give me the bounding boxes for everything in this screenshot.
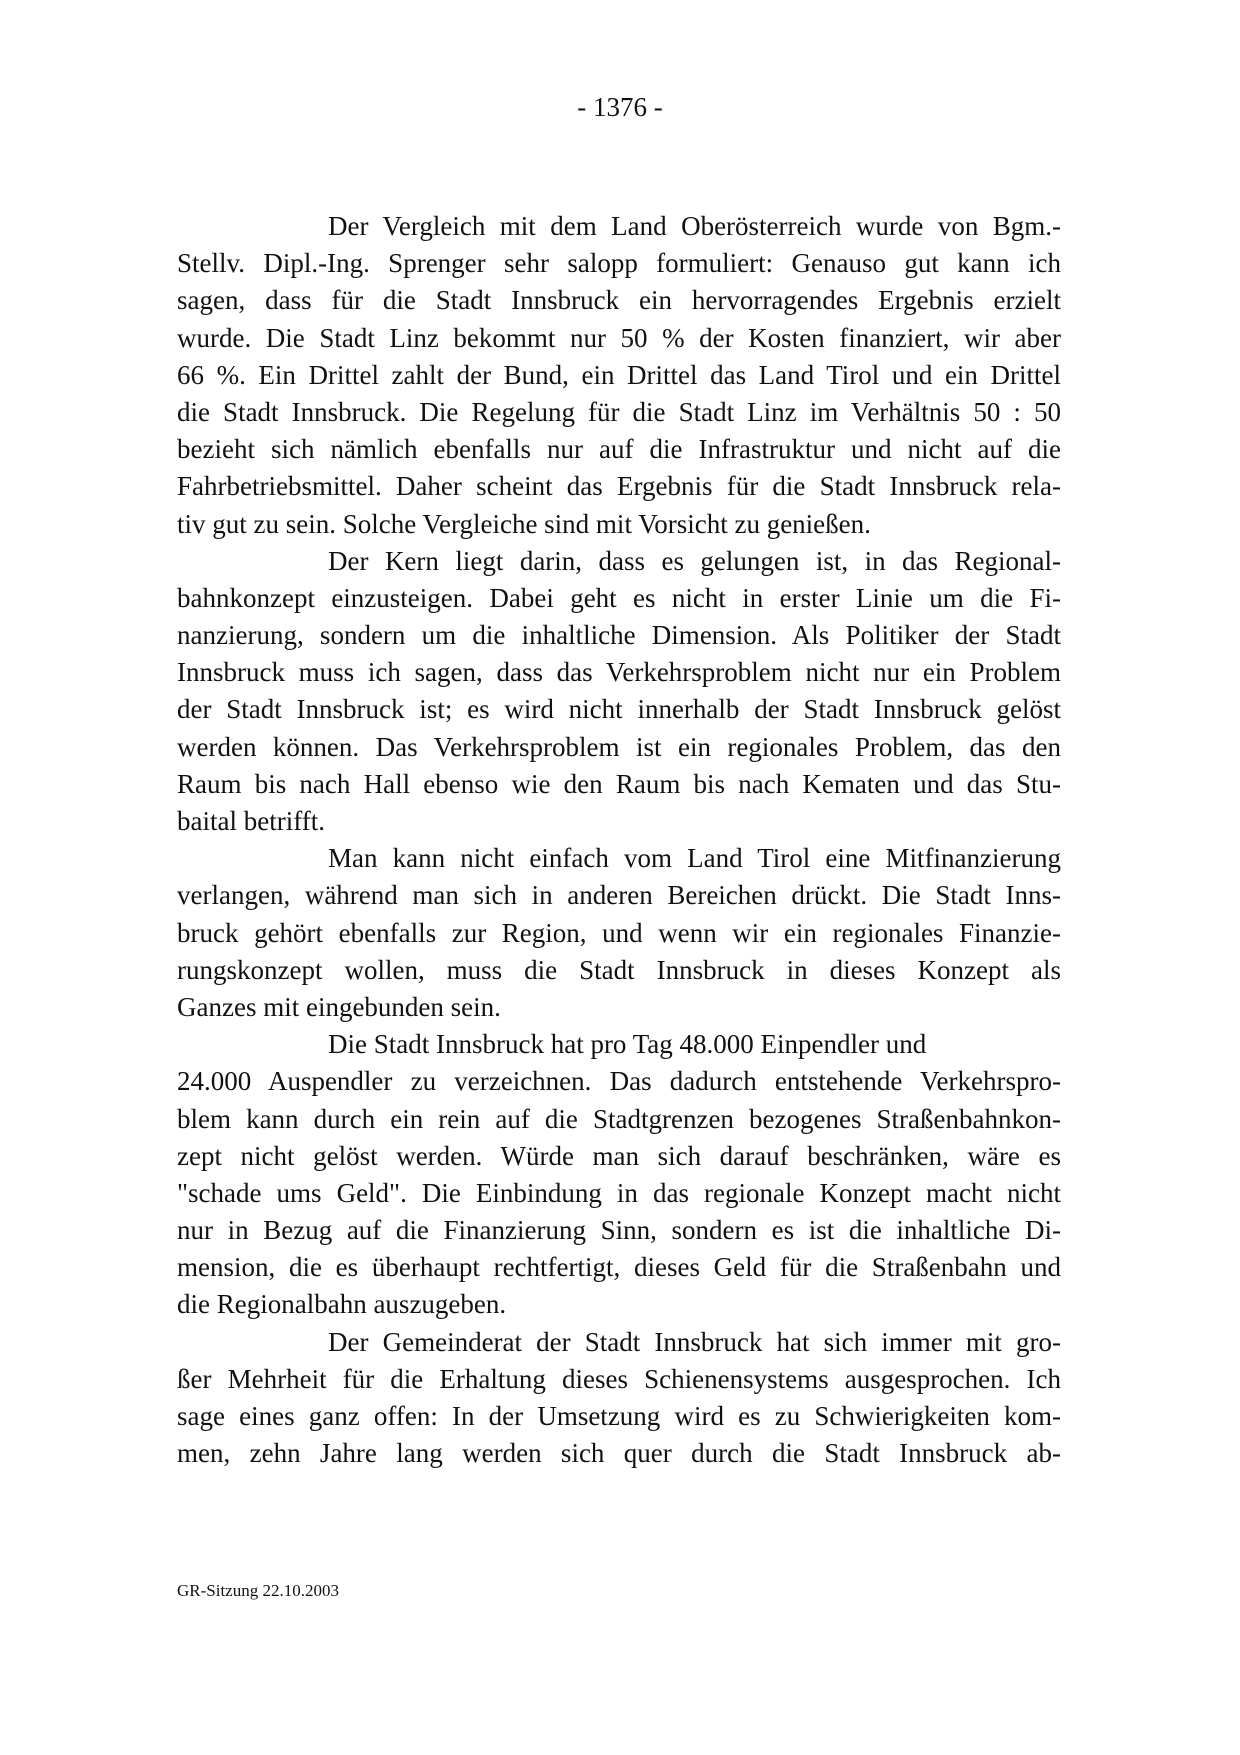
paragraph-3	[177, 840, 1061, 1026]
body-text	[177, 208, 1061, 1472]
text-line: nanzierung, sondern um die inhaltliche Dimension. Als Politiker der Stadt	[177, 620, 1061, 651]
text-line: der Stadt Innsbruck ist; es wird nicht innerhalb der Stadt Innsbruck gelöst	[177, 694, 1061, 725]
text-line: 66 %. Ein Drittel zahlt der Bund, ein Drittel das Land Tirol und ein Drittel	[177, 359, 1061, 390]
text-line: wurde. Die Stadt Linz bekommt nur 50 % der Kosten finanziert, wir aber	[177, 322, 1061, 353]
page-number: - 1376 -	[577, 92, 663, 122]
text-line: blem kann durch ein rein auf die Stadtgrenzen bezogenes Straßenbahnkon-	[177, 1103, 1061, 1134]
text-line: zept nicht gelöst werden. Würde man sich darauf beschränken, wäre es	[177, 1140, 1061, 1171]
text-line: bezieht sich nämlich ebenfalls nur auf die Infrastruktur und nicht auf die	[177, 434, 1061, 465]
text-line: Fahrbetriebsmittel. Daher scheint das Ergebnis für die Stadt Innsbruck rela-	[177, 471, 1061, 502]
text-line: die Stadt Innsbruck. Die Regelung für die Stadt Linz im Verhältnis 50 : 50	[177, 396, 1061, 427]
text-line: baital betrifft.	[177, 806, 325, 836]
text-line: sage eines ganz offen: In der Umsetzung wird es zu Schwierigkeiten kom-	[177, 1401, 1061, 1431]
text-line: verlangen, während man sich in anderen Bereichen drückt. Die Stadt Inns-	[177, 880, 1061, 911]
paragraph-2	[177, 543, 1061, 841]
text-line: Ganzes mit eingebunden sein.	[177, 991, 501, 1022]
paragraph-5	[177, 1324, 1061, 1473]
text-line: men, zehn Jahre lang werden sich quer durch die Stadt Innsbruck ab-	[177, 1438, 1061, 1469]
text-line: Die Stadt Innsbruck hat pro Tag 48.000 Einpendler und	[328, 1029, 927, 1060]
text-line: tiv gut zu sein. Solche Vergleiche sind mit Vorsicht zu genießen.	[177, 508, 871, 539]
text-line: "schade ums Geld". Die Einbindung in das regionale Konzept macht nicht	[177, 1177, 1061, 1208]
text-line: die Regionalbahn auszugeben.	[177, 1289, 507, 1320]
text-line: Raum bis nach Hall ebenso wie den Raum bis nach Kematen und das Stu-	[177, 768, 1061, 799]
paragraph-4	[177, 1026, 1061, 1324]
text-line: Man kann nicht einfach vom Land Tirol eine Mitfinanzierung	[328, 843, 1061, 874]
text-line: rungskonzept wollen, muss die Stadt Innsbruck in dieses Konzept als	[177, 954, 1061, 985]
text-line: bahnkonzept einzusteigen. Dabei geht es nicht in erster Linie um die Fi-	[177, 582, 1061, 613]
text-line: Der Gemeinderat der Stadt Innsbruck hat sich immer mit gro-	[328, 1326, 1061, 1357]
text-line: nur in Bezug auf die Finanzierung Sinn, sondern es ist die inhaltliche Di-	[177, 1215, 1061, 1246]
text-line: bruck gehört ebenfalls zur Region, und wenn wir ein regionales Finanzie-	[177, 917, 1061, 948]
text-line: Der Vergleich mit dem Land Oberösterreich wurde von Bgm.-	[328, 211, 1061, 241]
paragraph-1	[177, 208, 1061, 543]
text-line: mension, die es überhaupt rechtfertigt, dieses Geld für die Straßenbahn und	[177, 1252, 1061, 1283]
text-line: Innsbruck muss ich sagen, dass das Verkehrsproblem nicht nur ein Problem	[177, 657, 1061, 688]
footer-session-label: GR-Sitzung 22.10.2003	[177, 1581, 339, 1600]
text-line: Stellv. Dipl.-Ing. Sprenger sehr salopp formuliert: Genauso gut kann ich	[177, 248, 1061, 279]
text-line: 24.000 Auspendler zu verzeichnen. Das dadurch entstehende Verkehrspro-	[177, 1066, 1061, 1097]
text-line: werden können. Das Verkehrsproblem ist ein regionales Problem, das den	[177, 731, 1061, 762]
text-line: Der Kern liegt darin, dass es gelungen ist, in das Regional-	[328, 545, 1061, 576]
text-line: sagen, dass für die Stadt Innsbruck ein hervorragendes Ergebnis erzielt	[177, 285, 1061, 316]
text-line: ßer Mehrheit für die Erhaltung dieses Schienensystems ausgesprochen. Ich	[177, 1363, 1061, 1394]
